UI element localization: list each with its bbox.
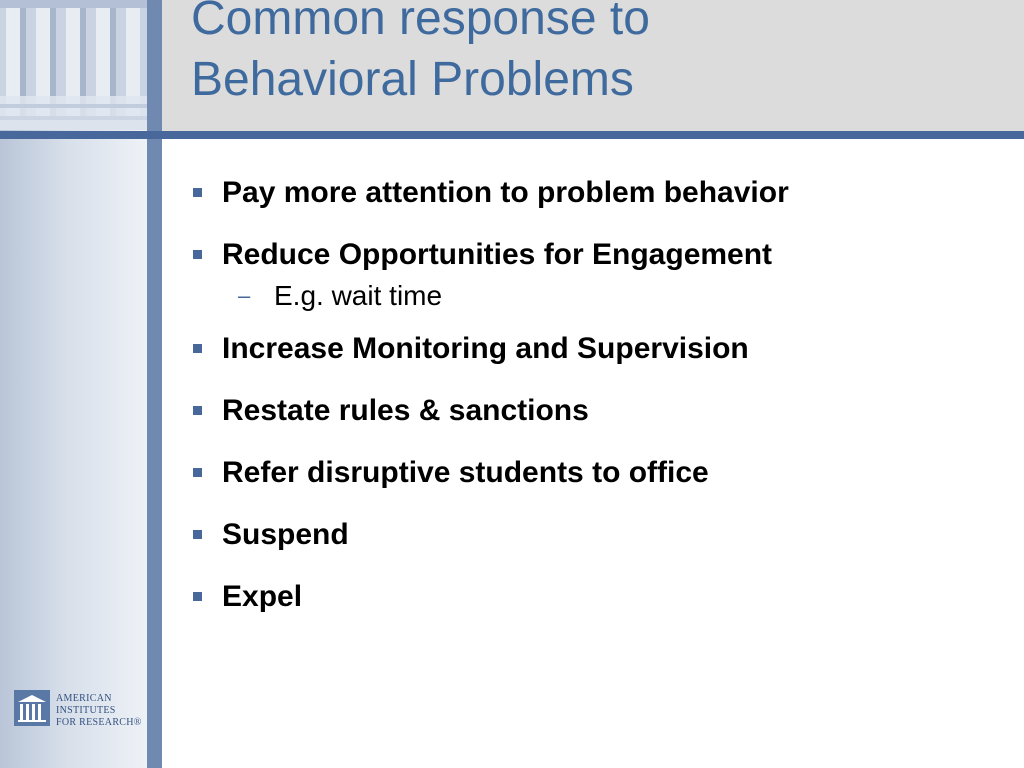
left-decorative-panel	[0, 0, 147, 768]
organization-logo	[14, 690, 144, 730]
title-divider	[0, 131, 1024, 139]
square-bullet-icon	[193, 592, 202, 601]
bullet-item	[193, 172, 993, 214]
bullet-text: Expel	[222, 580, 303, 613]
bullet-item	[193, 514, 993, 556]
square-bullet-icon	[193, 530, 202, 539]
dash-bullet-icon: –	[238, 283, 251, 308]
square-bullet-icon	[193, 468, 202, 477]
square-bullet-icon	[193, 250, 202, 259]
logo-text: AMERICAN INSTITUTES FOR RESEARCH®	[56, 693, 142, 728]
sub-bullet-item	[222, 278, 993, 314]
sub-bullet-text: E.g. wait time	[274, 280, 443, 311]
bullet-item	[193, 576, 993, 618]
square-bullet-icon	[193, 188, 202, 197]
bullet-item	[193, 390, 993, 432]
square-bullet-icon	[193, 406, 202, 415]
bullet-text: Suspend	[222, 518, 349, 551]
slide-title: Common response to Behavioral Problems	[191, 0, 650, 106]
left-accent-strip	[147, 0, 162, 768]
bullet-text: Reduce Opportunities for Engagement	[222, 238, 773, 271]
bullet-item	[193, 328, 993, 370]
bullet-text: Increase Monitoring and Supervision	[222, 332, 749, 365]
square-bullet-icon	[193, 344, 202, 353]
bullet-item	[193, 234, 993, 314]
columns-image-icon	[0, 0, 147, 130]
bullet-text: Restate rules & sanctions	[222, 394, 589, 427]
bullet-text: Pay more attention to problem behavior	[222, 176, 789, 209]
capitol-building-icon	[14, 690, 50, 726]
bullet-item	[193, 452, 993, 494]
bullet-text: Refer disruptive students to office	[222, 456, 709, 489]
bullet-list	[193, 172, 993, 638]
